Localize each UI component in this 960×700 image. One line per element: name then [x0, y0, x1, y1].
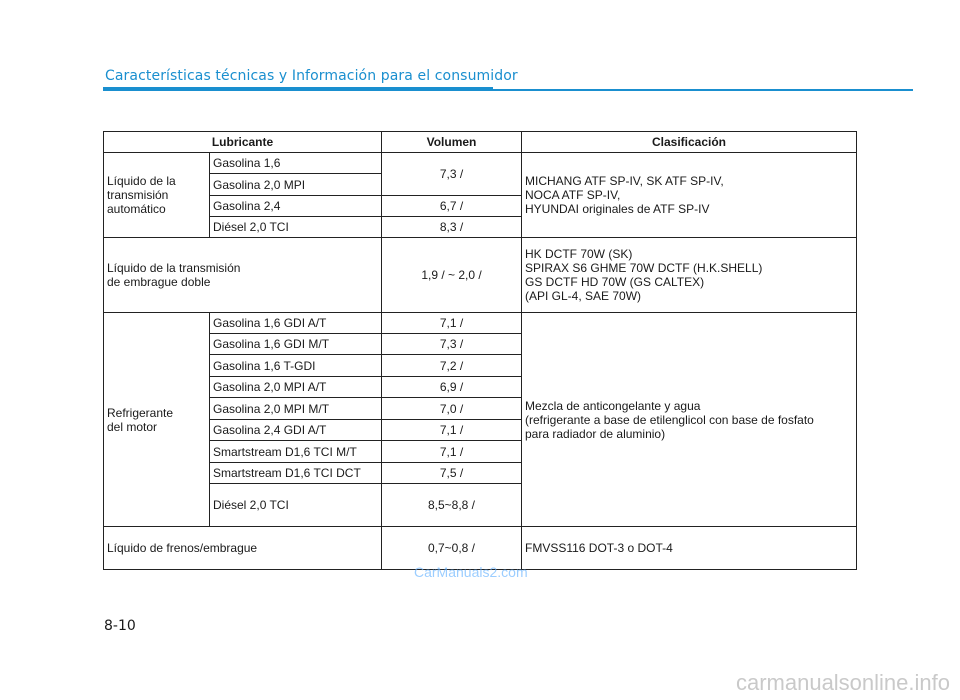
coolant-label: Refrigerante del motor [104, 313, 210, 527]
coolant-engine: Smartstream D1,6 TCI M/T [210, 441, 382, 463]
atf-label: Líquido de la transmisión automático [104, 153, 210, 238]
coolant-engine: Gasolina 2,4 GDI A/T [210, 420, 382, 441]
coolant-volume: 7,3 / [382, 334, 522, 355]
header-rule-thick [103, 87, 493, 91]
table-row [104, 153, 857, 174]
coolant-volume: 7,1 / [382, 313, 522, 334]
coolant-volume: 6,9 / [382, 377, 522, 398]
header-lubricant: Lubricante [104, 132, 382, 153]
dct-label: Líquido de la transmisión de embrague doble [104, 238, 382, 313]
watermark: CarManuals2.com [414, 564, 528, 580]
coolant-engine: Smartstream D1,6 TCI DCT [210, 463, 382, 484]
atf-engine: Gasolina 2,0 MPI [210, 174, 382, 196]
brake-volume: 0,7~0,8 / [382, 527, 522, 570]
atf-volume: 6,7 / [382, 196, 522, 217]
coolant-volume: 7,1 / [382, 420, 522, 441]
brake-label: Líquido de frenos/embrague [104, 527, 382, 570]
atf-engine: Diésel 2,0 TCI [210, 217, 382, 238]
coolant-engine: Gasolina 1,6 GDI A/T [210, 313, 382, 334]
table-row [104, 238, 857, 313]
dct-volume: 1,9 / ~ 2,0 / [382, 238, 522, 313]
section-title: Características técnicas y Información para el consumidor [105, 68, 518, 84]
atf-engine: Gasolina 1,6 [210, 153, 382, 174]
header-classification: Clasificación [522, 132, 857, 153]
footer-watermark: carmanualsonline.info [735, 670, 950, 695]
table-row [104, 313, 857, 334]
header-volume: Volumen [382, 132, 522, 153]
coolant-volume: 8,5~8,8 / [382, 484, 522, 527]
atf-volume: 8,3 / [382, 217, 522, 238]
atf-engine: Gasolina 2,4 [210, 196, 382, 217]
coolant-engine: Diésel 2,0 TCI [210, 484, 382, 527]
coolant-volume: 7,0 / [382, 398, 522, 420]
lubricant-table [103, 131, 857, 570]
coolant-volume: 7,2 / [382, 355, 522, 377]
coolant-engine: Gasolina 2,0 MPI M/T [210, 398, 382, 420]
coolant-volume: 7,1 / [382, 441, 522, 463]
coolant-engine: Gasolina 1,6 T-GDI [210, 355, 382, 377]
coolant-engine: Gasolina 2,0 MPI A/T [210, 377, 382, 398]
table-header-row [104, 132, 857, 153]
header-rule-thin [493, 89, 913, 91]
coolant-engine: Gasolina 1,6 GDI M/T [210, 334, 382, 355]
page-number: 8-10 [104, 618, 136, 634]
brake-classification: FMVSS116 DOT-3 o DOT-4 [522, 527, 857, 570]
dct-classification: HK DCTF 70W (SK) SPIRAX S6 GHME 70W DCTF (H.K.SHELL) GS DCTF HD 70W (GS CALTEX) (API GL-4, SAE 70W) [522, 238, 857, 313]
atf-classification: MICHANG ATF SP-IV, SK ATF SP-IV, NOCA ATF SP-IV, HYUNDAI originales de ATF SP-IV [522, 153, 857, 238]
coolant-volume: 7,5 / [382, 463, 522, 484]
coolant-classification: Mezcla de anticongelante y agua (refrigerante a base de etilenglicol con base de fosfato para radiador de aluminio) [522, 313, 857, 527]
atf-volume-merged: 7,3 / [382, 153, 522, 196]
